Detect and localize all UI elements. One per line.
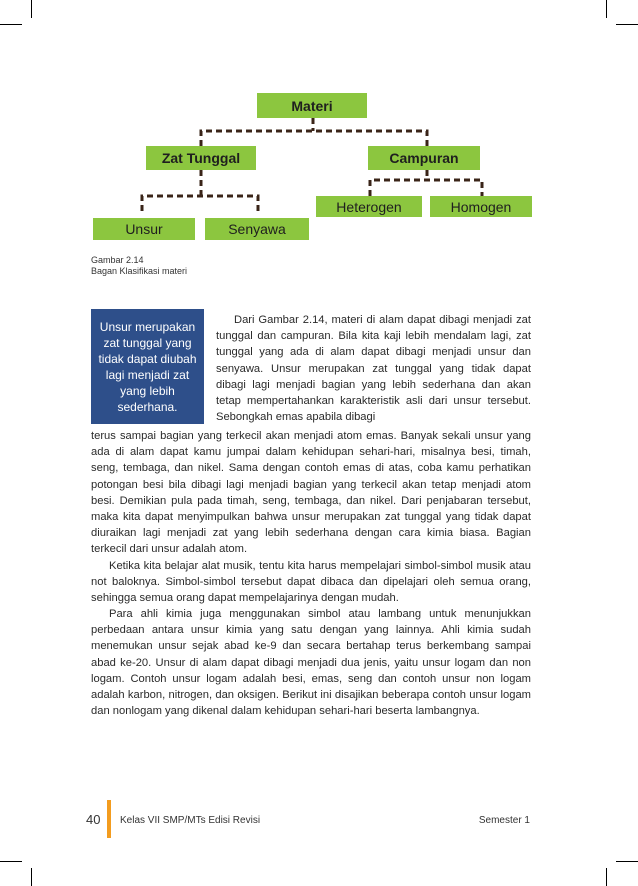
paragraph-chemical-symbols: Para ahli kimia juga menggunakan simbol atau lambang untuk menunjukkan perbedaan antara unsur kimia yang satu dengan yang lainnya. Ahli kimia sudah menemukan unsur sejak abad ke-9 dan secara bertahap terus berkembang sampai abad ke-20. Unsur di alam dapat dibagi menjadi dua jenis, yaitu unsur logam dan non logam. Contoh unsur logam adalah besi, emas, seng dan contoh unsur non logam adalah karbon, nitrogen, dan oksigen. Berikut ini disajikan beberapa contoh unsur logam dan nonlogam yang dikenal dalam kehidupan sehari-hari beserta lambangnya.: [91, 608, 531, 718]
page-number: 40: [86, 812, 101, 827]
diagram-node-heterogen: Heterogen: [316, 196, 422, 217]
figure-caption: [91, 255, 187, 277]
definition-text: Unsur merupakan zat tunggal yang tidak dapat diubah lagi menjadi zat yang lebih sederhana.: [98, 319, 197, 414]
crop-mark: [31, 868, 32, 886]
definition-box: [91, 309, 204, 424]
diagram-node-zat-tunggal: Zat Tunggal: [146, 146, 256, 170]
paragraph-music-symbols: Ketika kita belajar alat musik, tentu kita harus mempelajari simbol-simbol musik atau not baloknya. Simbol-simbol tersebut dapat dibaca dan dipelajari oleh semua orang, sehingga semua orang dapat mempelajarinya dengan mudah.: [91, 560, 531, 605]
diagram-node-materi: Materi: [257, 93, 367, 118]
semester-label: Semester 1: [478, 815, 530, 826]
crop-mark: [606, 868, 607, 886]
diagram-node-homogen: Homogen: [430, 196, 532, 217]
crop-mark: [0, 861, 22, 862]
diagram-node-campuran: Campuran: [368, 146, 480, 170]
footer-accent-bar: [107, 800, 111, 838]
figure-number: Gambar 2.14: [91, 255, 144, 265]
figure-title: Bagan Klasifikasi materi: [91, 266, 188, 276]
book-title: Kelas VII SMP/MTs Edisi Revisi: [120, 815, 261, 826]
paragraph-intro: Dari Gambar 2.14, materi di alam dapat dibagi menjadi zat tunggal dan campuran. Bila kita kaji lebih mendalam lagi, zat tunggal yang ada di alam dapat dibagi menjadi unsur dan senyawa. Unsur merupakan zat tunggal yang tidak dapat dibagi lagi menjadi bagian yang lebih sederhana dan akan tetap mempertahankan karakteristik asli dari unsur tersebut. Sebongkah emas apabila dibagi: [216, 314, 531, 424]
paragraph-intro-continued: terus sampai bagian yang terkecil akan menjadi atom emas. Banyak sekali unsur yang ada di alam dapat kamu jumpai dalam kehidupan sehari-hari, misalnya besi, timah, seng, tembaga, dan nikel. Sama dengan contoh emas di atas, coba kamu perhatikan potongan besi bila dibagi lagi menjadi bagian yang terkecil akan tetap menjadi atom besi. Demikian pula pada timah, seng, tembaga, dan nikel. Dari penjabaran tersebut, maka kita dapat menyimpulkan bahwa unsur merupakan zat tunggal yang tidak dapat diuraikan lagi menjadi zat yang lebih sederhana dengan cara kimia biasa. Bagian terkecil dari unsur adalah atom.: [91, 430, 531, 556]
diagram-node-unsur: Unsur: [93, 218, 195, 240]
crop-mark: [616, 861, 638, 862]
diagram-node-senyawa: Senyawa: [205, 218, 309, 240]
